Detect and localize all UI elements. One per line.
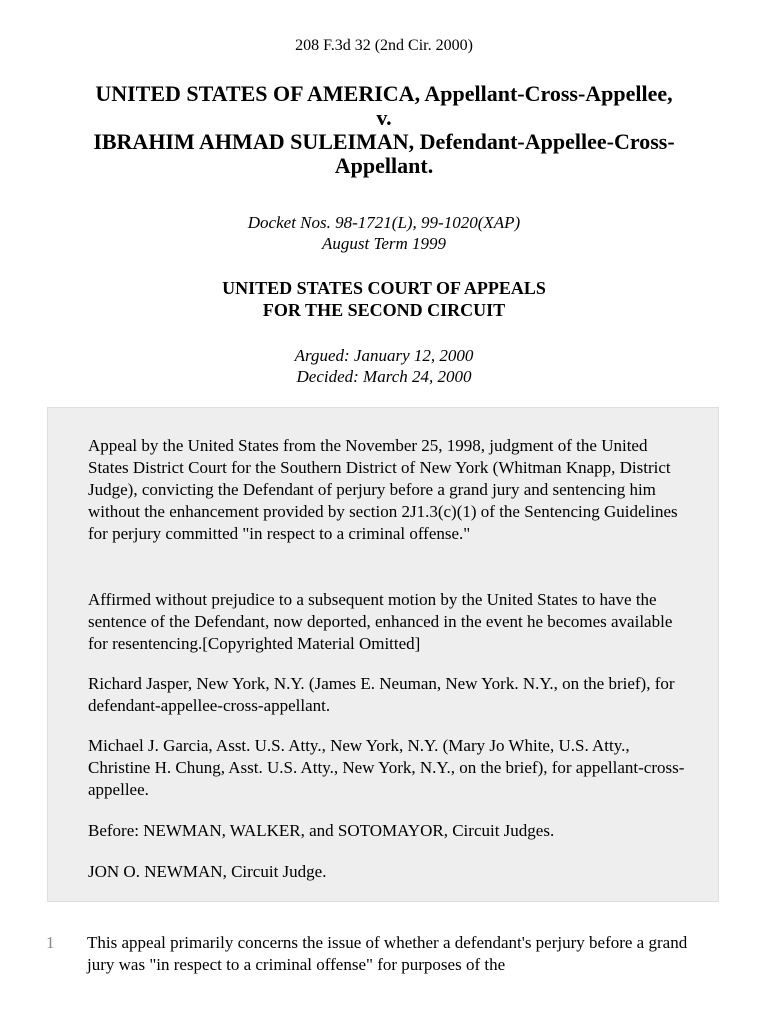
argued-date: Argued: January 12, 2000	[294, 346, 474, 365]
caption-appellee: IBRAHIM AHMAD SULEIMAN, Defendant-Appellee-Cross-	[93, 129, 675, 154]
counsel-defendant: Richard Jasper, New York, N.Y. (James E. Neuman, New York. N.Y., on the brief), for defendant-appellee-cross-appellant.	[88, 674, 675, 715]
court-name-line1: UNITED STATES COURT OF APPEALS	[222, 278, 546, 298]
caption-appellee-continued: Appellant.	[334, 153, 434, 178]
panel-judges: Before: NEWMAN, WALKER, and SOTOMAYOR, Circuit Judges.	[88, 821, 555, 840]
case-caption	[30, 82, 738, 178]
docket-info	[0, 212, 768, 254]
court-name	[0, 277, 768, 321]
decided-date: Decided: March 24, 2000	[296, 367, 472, 386]
paragraph-text: This appeal primarily concerns the issue of whether a defendant's perjury before a grand jury was "in respect to a criminal offense" for purposes of the	[87, 933, 688, 974]
syllabus-box	[47, 407, 719, 902]
case-citation: 208 F.3d 32 (2nd Cir. 2000)	[295, 37, 473, 54]
opinion-author: JON O. NEWMAN, Circuit Judge.	[88, 862, 327, 881]
syllabus-disposition: Affirmed without prejudice to a subsequent motion by the United States to have the sentence of the Defendant, now deported, enhanced in the event he becomes available for resentencing.[Copyrighted Material Omitted]	[88, 590, 673, 653]
counsel-government: Michael J. Garcia, Asst. U.S. Atty., New York, N.Y. (Mary Jo White, U.S. Atty., Christine H. Chung, Asst. U.S. Atty., New York, N.Y., on the brief), for appellant-cross-appellee.	[88, 736, 685, 799]
caption-versus: v.	[376, 105, 392, 130]
docket-numbers: Docket Nos. 98-1721(L), 99-1020(XAP)	[247, 213, 521, 232]
caption-appellant: UNITED STATES OF AMERICA, Appellant-Cross-Appellee,	[95, 81, 673, 106]
syllabus-appeal: Appeal by the United States from the November 25, 1998, judgment of the United States District Court for the Southern District of New York (Whitman Knapp, District Judge), convicting the Defendant of perjury before a grand jury and sentencing him without the enhancement provided by section 2J1.3(c)(1) of the Sentencing Guidelines for perjury committed "in respect to a criminal offense."	[88, 436, 678, 543]
court-name-line2: FOR THE SECOND CIRCUIT	[262, 300, 506, 320]
paragraph-number: 1	[46, 933, 55, 952]
docket-term: August Term 1999	[321, 234, 447, 253]
case-dates	[0, 345, 768, 387]
